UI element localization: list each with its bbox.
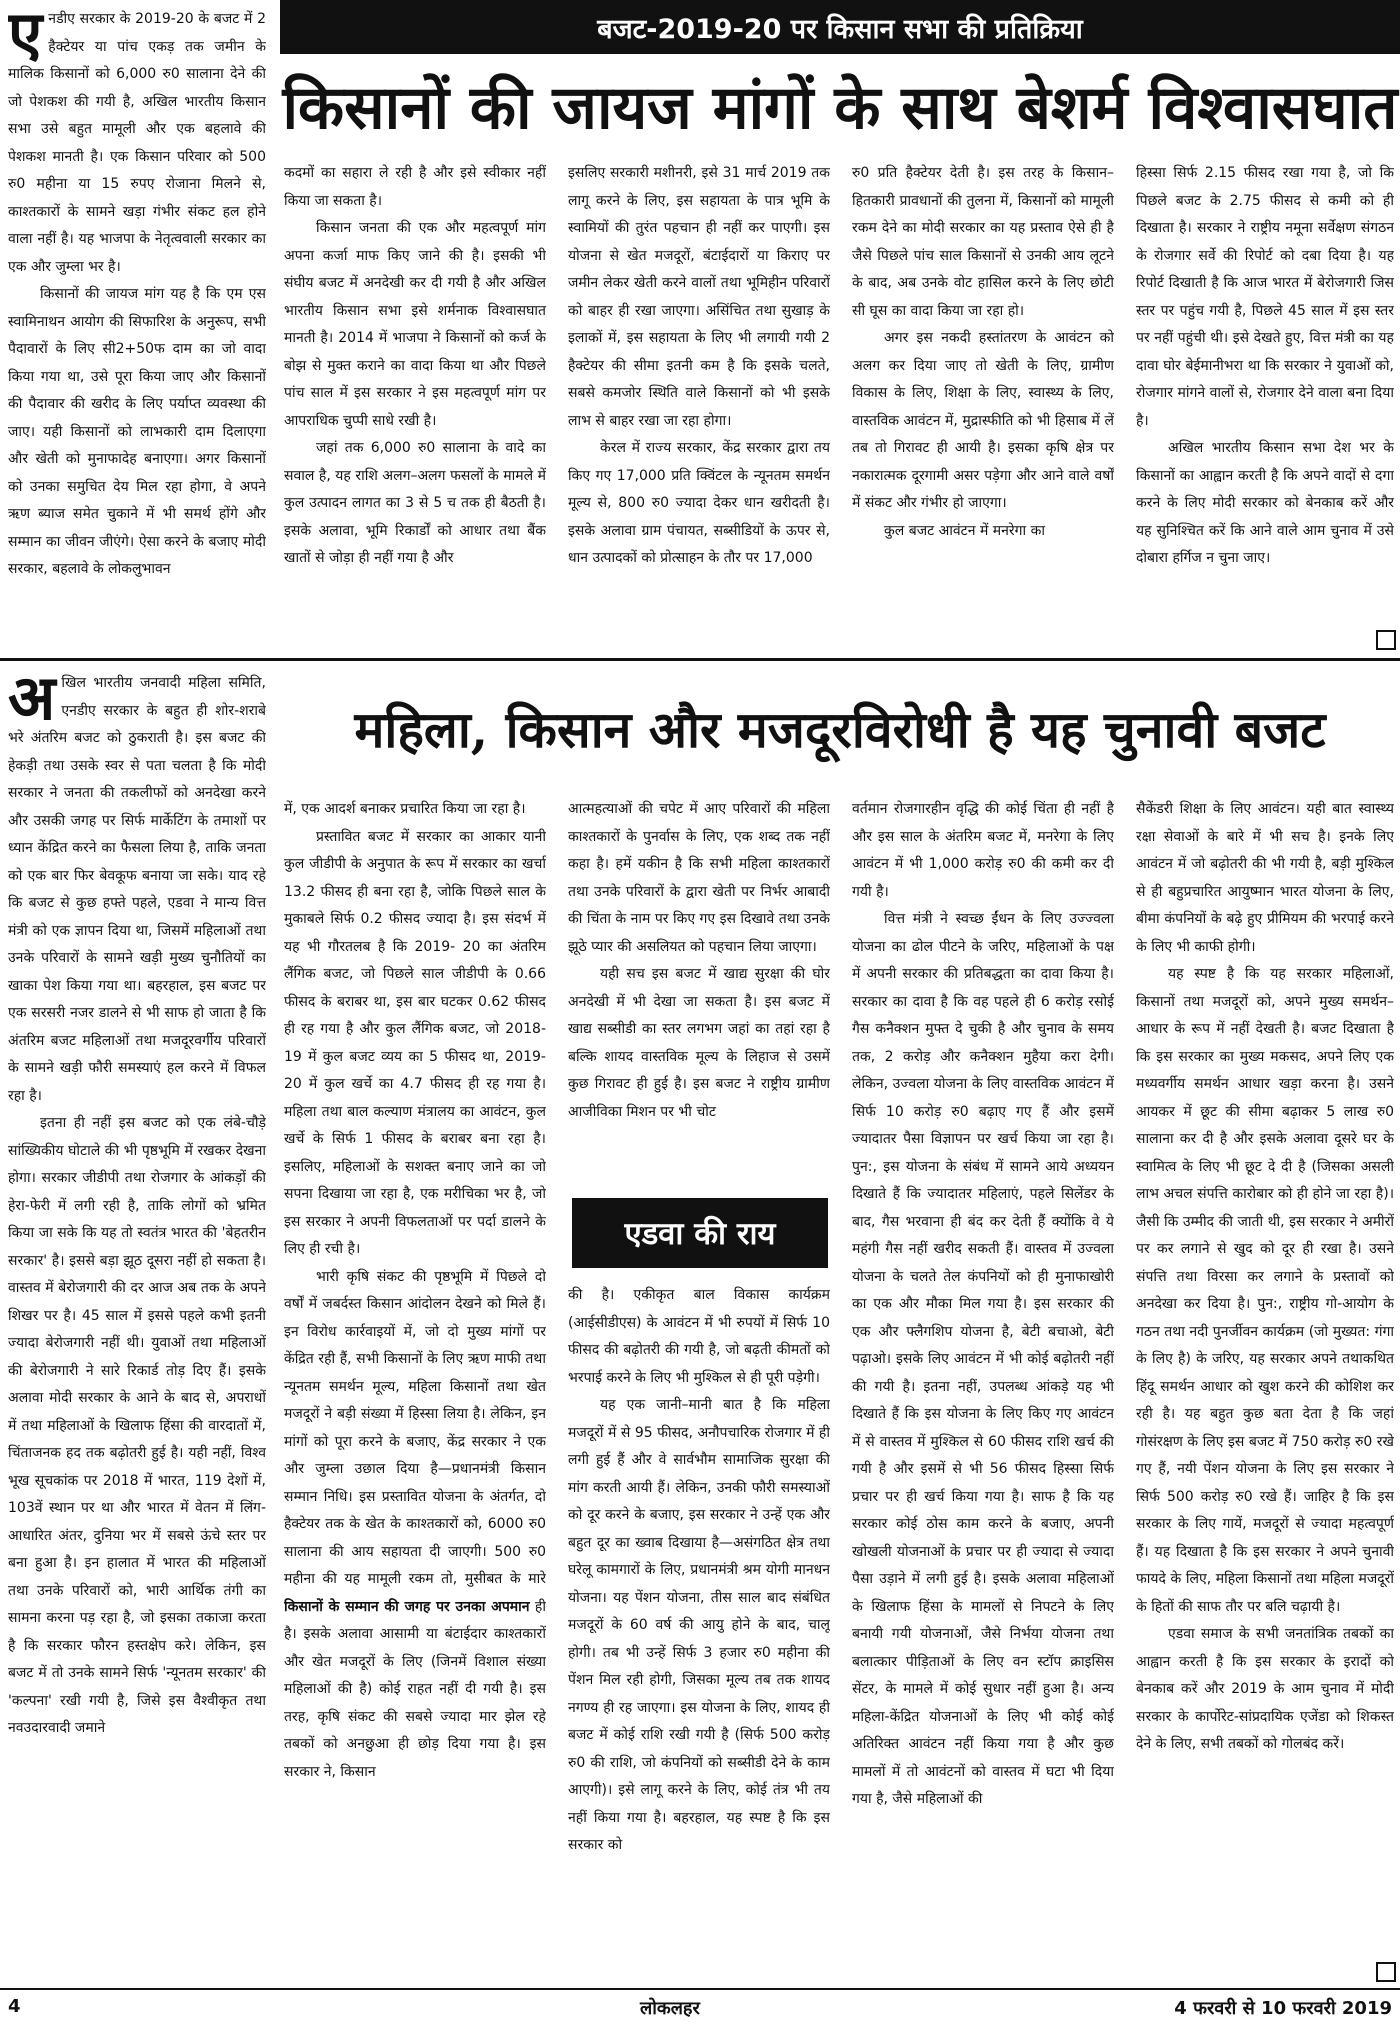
article1-column-5 xyxy=(1136,160,1394,648)
article2-paragraph xyxy=(284,1264,546,1787)
article1-paragraph: कदमों का सहारा ले रही है और इसे स्वीकार नहीं किया जा सकता है। xyxy=(284,165,546,209)
article2-bold-phrase: किसानों के सम्मान की जगह पर उनका अपमान xyxy=(284,1598,530,1615)
article1-column-1 xyxy=(8,6,266,646)
article2-column-3-top xyxy=(568,796,830,1184)
opinion-label-box: एडवा की राय xyxy=(572,1198,828,1268)
article1-paragraph: किसान जनता की एक और महत्वपूर्ण मांग अपना कर्जा माफ किए जाने की है। इसकी भी संघीय बजट में अनदेखी कर दी गयी है और अखिल भारतीय किसान सभा इसे शर्मनाक विश्वासघात मानती है। 2014 में भाजपा ने किसानों को कर्ज के बोझ से मुक्त कराने का वादा किया था और पिछले पांच साल में इस सरकार ने इस महत्वपूर्ण मांग पर आपराधिक चुप्पी साधे रखी है। xyxy=(284,220,546,429)
article2-text-run: भारी कृषि संकट की पृष्ठभूमि में पिछले दो वर्षों में जबर्दस्त किसान आंदोलन देखने को मिले हैं। इन विरोध कार्रवाइयों में, जो दो मुख्य मांगों पर केंद्रित रही हैं, सभी किसानों के लिए ऋण माफी तथा न्यूनतम समर्थन मूल्य, महिला किसानों तथा खेत मजदूरों ने बड़ी संख्या में हिस्सा लिया है। लेकिन, इन मांगों को पूरा करने के बजाए, केंद्र सरकार ने एक और जुम्ला उछाल दिया है—प्रधानमंत्री किसान सम्मान निधि। इस प्रस्तावित योजना के अंतर्गत, दो हैक्टेयर तक के खेत के काश्तकारों को, 6000 रु0 सालाना की आय सहायता दी जाएगी। 500 रु0 महीना की यह मामूली रकम तो, मुसीबत के मारे xyxy=(284,1268,546,1587)
issue-dates: 4 फरवरी से 10 फरवरी 2019 xyxy=(1174,1998,1392,2019)
article2-paragraph: वित्त मंत्री ने स्वच्छ ईंधन के लिए उज्ज्वला योजना का ढोल पीटने के जरिए, महिलाओं के पक्ष में अपनी सरकार की प्रतिबद्धता का दावा किया है। सरकार का दावा है कि वह पहले ही 6 करोड़ रसोई गैस कनैक्शन मुफ्त दे चुकी है और चुनाव के समय तक, 2 करोड़ और कनैक्शन मुहैया करा देगी। लेकिन, उज्वला योजना के लिए वास्तविक आवंटन में सिर्फ 10 करोड़ रु0 बढ़ाए गए हैं और इसमें ज्यादातर पैसा विज्ञापन पर खर्च किया जा रहा है। पुन:, इस योजना के संबंध में सामने आये अध्ययन दिखाते हैं कि ज्यादातर महिलाएं, पहले सिलेंडर के बाद, गैस भरवाना ही बंद कर देती हैं क्योंकि वे ये महंगी गैस नहीं खरीद सकती हैं। वास्तव में उज्वला योजना के चलते तेल कंपनियों को ही मुनाफाखोरी का एक और मौका मिल गया है। इस सरकार की एक और फ्लैगशिप योजना है, बेटी बचाओ, बेटी पढ़ाओ। इसके लिए आवंटन में भी कोई बढ़ोतरी नहीं की गयी है। इतना नहीं, उपलब्ध आंकड़े यह भी दिखाते हैं कि इस योजना के लिए किए गए आवंटन में से वास्तव में मुश्किल से 60 फीसद राशि खर्च की गयी है और इसमें से भी 56 फीसद हिस्सा सिर्फ प्रचार पर ही खर्च किया गया है। साफ है कि यह सरकार कोई ठोस काम करने के बजाए, अपनी खोखली योजनाओं के प्रचार पर ही ज्यादा से ज्यादा पैसा उड़ाने में लगी हुई है। इसके अलावा महिलाओं के खिलाफ हिंसा के मामलों से निपटने के लिए बनायी गयी योजनाओं, जैसे निर्भया योजना तथा बलात्कार पीड़िताओं के लिए वन स्टॉप क्राइसिस सेंटर, के मामले में कोई सुधार नहीं हुआ है। अन्य महिला-केंद्रित योजनाओं के लिए भी कोई कोई अतिरिक्त आवंटन नहीं किया गया है और कुछ मामलों में तो आवंटनों को वास्तव में घटा भी दिया गया है, जैसे महिलाओं की xyxy=(852,911,1114,1807)
article1-paragraph: अखिल भारतीय किसान सभा देश भर के किसानों का आह्वान करती है कि अपने वादों से दगा करने के लिए मोदी सरकार को बेनकाब करें और यह सुनिश्चित करें कि आने वाले आम चुनाव में उसे दोबारा हर्गिज न चुना जाए। xyxy=(1136,440,1394,566)
article1-paragraph: किसानों की जायज मांग यह है कि एम एस स्वामिनाथन आयोग की सिफारिश के अनुरूप, सभी पैदावारों के लिए सी2+50फ दाम का जो वादा किया गया था, उसे पूरा किया जाए और किसानों की पैदावार की खरीद के लिए पर्याप्त व्यवस्था की जाए। यही किसानों को लाभकारी दाम दिलाएगा और खेती को मुनाफादेह बनाएगा। अगर किसानों को उनका समुचित देय मिल रहा होगा, वे अपने ऋण ब्याज समेत चुकाने में भी समर्थ होंगे और सम्मान का जीवन जीएंगे। ऐसा करने के बजाए मोदी सरकार, बहलावे के लोकलुभावन xyxy=(8,286,266,577)
article2-paragraph: यह स्पष्ट है कि यह सरकार महिलाओं, किसानों तथा मजदूरों को, अपने मुख्य समर्थन–आधार के रूप में नहीं देखती है। बजट दिखाता है कि इस सरकार का मुख्य मकसद, अपने लिए एक मध्यवर्गीय समर्थन आधार खड़ा करना है। उसने आयकर में छूट की सीमा बढ़ाकर 5 लाख रु0 सालाना कर दी है और इसके अलावा दूसरे घर के स्वामित्व के लिए भी छूट दे दी है (जिसका असली लाभ अचल संपत्ति कारोबार को ही होने जा रहा है)। जैसी कि उम्मीद की जाती थी, इस सरकार ने अमीरों पर कर लगाने से खुद को दूर ही रखा है। उसने संपत्ति तथा विरसा कर लगाने के प्रस्तावों को अनदेखा कर दिया है। पुन:, राष्ट्रीय गो-आयोग के गठन तथा नदी पुनर्जीवन कार्यक्रम (जो मुख्यत: गंगा के लिए है) के जरिए, यह सरकार अपने तथाकथित हिंदू समर्थन आधार को खुश करने की कोशिश कर रही है। यह बहुत कुछ बता देता है कि जहां गोसंरक्षण के लिए इस बजट में 750 करोड़ रु0 रखे गए हैं, नयी पेंशन योजना के लिए इस सरकार ने सिर्फ 500 करोड़ रु0 रखे हैं। जाहिर है कि इस सरकार के लिए गायें, मजदूरों से ज्यादा महत्वपूर्ण हैं। यह दिखाता है कि इस सरकार ने अपने चुनावी फायदे के लिए, महिला किसानों तथा महिला मजदूरों के हितों की साफ तौर पर बलि चढ़ायी है। xyxy=(1136,966,1394,1615)
article2-headline: महिला, किसान और मजदूरविरोधी है यह चुनावी बजट xyxy=(354,700,1326,759)
article2-column-5 xyxy=(1136,796,1394,1982)
article2-dropcap: अ xyxy=(8,670,56,734)
article2-paragraph: यह एक जानी–मानी बात है कि महिला मजदूरों में से 95 फीसद, अनौपचारिक रोजगार में ही लगी हुई हैं और वे सार्वभौम सामाजिक सुरक्षा की मांग करती आयी हैं। लेकिन, उनकी फौरी समस्याओं को दूर करने के बजाए, इस सरकार ने उन्हें एक और बहुत दूर का ख्वाब दिखाया है—असंगठित क्षेत्र तथा घरेलू कामगारों के लिए, प्रधानमंत्री श्रम योगी मानधन योजना। यह पेंशन योजना, तीस साल बाद संबंधित मजदूरों के 60 वर्ष की आयु होने के बाद, चालू होगी। तब भी उन्हें सिर्फ 3 हजार रु0 महीना की पेंशन मिल रही होगी, जिसका मूल्य तब तक शायद नगण्य ही रह जाएगा। इस योजना के लिए, शायद ही बजट में कोई राशि रखी गयी है (सिर्फ 500 करोड़ रु0 की राशि, जो कंपनियों को सब्सीडी देने के काम आएगी)। इसे लागू करने के लिए, कोई तंत्र भी तय नहीं किया गया है। बहरहाल, यह स्पष्ट है कि इस सरकार को xyxy=(568,1397,830,1853)
article1-column-4 xyxy=(852,160,1114,648)
article2-paragraph: सैकेंडरी शिक्षा के लिए आवंटन। यही बात स्वास्थ्य रक्षा सेवाओं के बारे में भी सच है। इनके लिए आवंटन में जो बढ़ोतरी की भी गयी है, बड़ी मुश्किल से ही बहुप्रचारित आयुष्मान भारत योजना के लिए, बीमा कंपनियों के बढ़े हुए प्रीमियम की भरपाई करने के लिए भी काफी होगी। xyxy=(1136,801,1394,955)
article2-column-4 xyxy=(852,796,1114,1982)
article2-text-run: ही है। इसके अलावा आसामी या बंटाईदार काश्तकारों और खेत मजदूरों के लिए (जिनमें विशाल संख्या महिलाओं की है) कोई राहत नहीं दी गयी है। इस तरह, कृषि संकट की सबसे ज्यादा मार झेल रहे तबकों को अनछुआ ही छोड़ दिया गया है। इस सरकार ने, किसान xyxy=(284,1598,546,1780)
article1-headline: किसानों की जायज मांगों के साथ बेशर्म विश्वासघात xyxy=(282,73,1398,143)
article2-paragraph: की है। एकीकृत बाल विकास कार्यक्रम (आईसीडीएस) के आवंटन में भी रुपयों में सिर्फ 10 फीसद की बढ़ोतरी की गयी है, जो बढ़ती कीमतों को भरपाई करने के लिए भी मुश्किल से ही पूरी पड़ेगी। xyxy=(568,1287,830,1386)
article1-column-3 xyxy=(568,160,830,648)
article1-paragraph: केरल में राज्य सरकार, केंद्र सरकार द्वारा तय किए गए 17,000 प्रति क्विंटल के न्यूनतम समर्थन मूल्य से, 800 रु0 ज्यादा देकर धान खरीदती है। इसके अलावा ग्राम पंचायत, सब्सीडियों के ऊपर से, धान उत्पादकों को प्रोत्साहन के तौर पर 17,000 xyxy=(568,440,830,566)
article2-column-3-bottom xyxy=(568,1282,830,1982)
article2-paragraph: वर्तमान रोजगारहीन वृद्धि की कोई चिंता ही नहीं है और इस साल के अंतरिम बजट में, मनरेगा के लिए आवंटन में भी 1,000 करोड़ रु0 की कमी कर दी गयी है। xyxy=(852,801,1114,900)
article2-paragraph: खिल भारतीय जनवादी महिला समिति, एनडीए सरकार के बहुत ही शोर-शराबे भरे अंतरिम बजट को ठुकराती है। इस बजट की हेकड़ी तथा उसके स्वर से पता चलता है कि मोदी सरकार ने जनता की तकलीफों को अनदेखा करने और उसकी जगह पर सिर्फ मार्केटिंग के तमाशों पर ध्यान केंद्रित करने का फैसला लिया है, ताकि जनता को एक बार फिर बेवकूफ बनाया जा सके। याद रहे कि बजट से कुछ हफ्ते पहले, एडवा ने मान्य वित्त मंत्री को एक ज्ञापन दिया था, जिसमें महिलाओं तथा उनके परिवारों के सामने खड़ी मुख्य चुनौतियों का खाका पेश किया गया था। बहरहाल, इस बजट पर एक सरसरी नजर डालने से भी साफ हो जाता है कि अंतरिम बजट महिलाओं तथा मजदूरवर्गीय परिवारों के सामने खड़ी फौरी समस्याएं हल करने में विफल रहा है। xyxy=(8,675,266,1104)
article1-paragraph: नडीए सरकार के 2019-20 के बजट में 2 हैक्टेयर या पांच एकड़ तक जमीन के मालिक किसानों को 6,000 रु0 सालाना देने की जो पेशकश की गयी है, अखिल भारतीय किसान सभा उसे बहुत मामूली और एक बहलावे की पेशकश मानती है। एक किसान परिवार को 500 रु0 महीना या 15 रुपए रोजाना मिलने से, काश्तकारों के सामने खड़ा गंभीर संकट हल होने वाला नहीं है। यह भाजपा के नेतृत्ववाली सरकार का एक और जुम्ला भर है। xyxy=(8,11,266,275)
page-footer xyxy=(0,1988,1400,2024)
article1-paragraph: हिस्सा सिर्फ 2.15 फीसद रखा गया है, जो कि पिछले बजट के 2.75 फीसद से कमी को ही दिखाता है। सरकार ने राष्ट्रीय नमूना सर्वेक्षण संगठन के रोजगार सर्वे की रिपोर्ट को दबा दिया है। यह रिपोर्ट दिखाती है कि आज भारत में बेरोजगारी जिस स्तर पर पहुंच गयी है, पिछले 45 साल में इस स्तर पर नहीं पहुंची थी। इसे देखते हुए, वित्त मंत्री का यह दावा घोर बेईमानीभरा था कि सरकार ने युवाओं को, रोजगार मांगने वालों से, रोजगार देने वाला बना दिया है। xyxy=(1136,165,1394,429)
article2-paragraph: प्रस्तावित बजट में सरकार का आकार यानी कुल जीडीपी के अनुपात के रूप में सरकार का खर्चा 13.2 फीसद ही बना रहा है, जोकि पिछले साल के मुकाबले सिर्फ 0.2 फीसद ज्यादा है। इस संदर्भ में यह भी गौरतलब है कि 2019- 20 का अंतरिम लैंगिक बजट, जो पिछले साल जीडीपी के 0.66 फीसद के बराबर था, इस बार घटकर 0.62 फीसद ही रह गया है और कुल लैंगिक बजट, जो 2018-19 में कुल बजट व्यय का 5 फीसद था, 2019-20 में कुल खर्चे का 4.7 फीसद ही रह गया है। महिला तथा बाल कल्याण मंत्रालय का आवंटन, कुल खर्चे के सिर्फ 1 फीसद के बराबर बना रहा है। इसलिए, महिलाओं के सशक्त बनाए जाने का जो सपना दिखाया जा रहा है, एक मरीचिका भर है, जो इस सरकार ने अपनी विफलताओं पर पर्दा डालने के लिए ही रची है। xyxy=(284,828,546,1257)
article2-paragraph: यही सच इस बजट में खाद्य सुरक्षा की घोर अनदेखी में भी देखा जा सकता है। इस बजट में खाद्य सब्सीडी का स्तर लगभग जहां का तहां रहा है बल्कि शायद वास्तविक मूल्य के लिहाज से उसमें कुछ गिरावट ही हुई है। इस बजट ने राष्ट्रीय ग्रामीण आजीविका मिशन पर भी चोट xyxy=(568,966,830,1120)
article1-paragraph: रु0 प्रति हैक्टेयर देती है। इस तरह के किसान–हितकारी प्रावधानों की तुलना में, किसानों को मामूली रकम देने का मोदी सरकार का यह प्रस्ताव ऐसे ही है जैसे पिछले पांच साल किसानों से उनकी आय लूटने के बाद, अब उनके वोट हासिल करने के लिए छोटी सी घूस का वादा किया जा रहा हो। xyxy=(852,165,1114,319)
article2-column-1 xyxy=(8,670,266,1982)
article-divider xyxy=(0,658,1400,661)
article2-end-mark xyxy=(1376,1962,1396,1982)
article2-paragraph: में, एक आदर्श बनाकर प्रचारित किया जा रहा है। xyxy=(284,801,526,817)
page-number: 4 xyxy=(8,1996,21,2017)
article1-column-2 xyxy=(284,160,546,648)
article1-paragraph: इसलिए सरकारी मशीनरी, इसे 31 मार्च 2019 तक लागू करने के लिए, इस सहायता के पात्र भूमि के स्वामियों की तुरंत पहचान ही नहीं कर पाएगी। इस योजना से खेत मजदूरों, बंटाईदारों या किराए पर जमीन लेकर खेती करने वालों तथा भूमिहीन परिवारों को बाहर ही रखा जाएगा। असिंचित तथा सुखाड़ के इलाकों में, इस सहायता के लिए भी लगायी गयी 2 हैक्टेयर की सीमा इतनी कम है कि इसके चलते, सबसे कमजोर स्थिति वाले किसानों को भी इसके लाभ से बाहर रखा जा रहा होगा। xyxy=(568,165,830,429)
article1-paragraph: अगर इस नकदी हस्तांतरण के आवंटन को अलग कर दिया जाए तो खेती के लिए, ग्रामीण विकास के लिए, शिक्षा के लिए, स्वास्थ्य के लिए, वास्तविक आवंटन में, मुद्रास्फीति को भी हिसाब में लें तब तो गिरावट ही आयी है। इसका कृषि क्षेत्र पर नकारात्मक दूरगामी असर पड़ेगा और आने वाले वर्षों में संकट और गंभीर हो जाएगा। xyxy=(852,330,1114,511)
article1-topic-strip: बजट-2019-20 पर किसान सभा की प्रतिक्रिया xyxy=(280,0,1400,54)
article1-end-mark xyxy=(1376,630,1396,650)
publication-name: लोकलहर xyxy=(640,1998,700,2019)
article1-paragraph: कुल बजट आवंटन में मनरेगा का xyxy=(884,522,1045,539)
article2-paragraph: आत्महत्याओं की चपेट में आए परिवारों की महिला काश्तकारों के पुनर्वास के लिए, एक शब्द तक नहीं कहा है। हमें यकीन है कि सभी महिला काश्तकारों तथा उनके परिवारों के द्वारा खेती पर निर्भर आबादी की चिंता के नाम पर किए गए इस दिखावे तथा उनके झूठे प्यार की असलियत को पहचान लिया जाएगा। xyxy=(568,801,830,955)
article2-column-2 xyxy=(284,796,546,1982)
article2-paragraph: इतना ही नहीं इस बजट को एक लंबे-चौड़े सांख्यिकीय घोटाले की भी पृष्ठभूमि में रखकर देखना होगा। सरकार जीडीपी तथा रोजगार के आंकड़ों की हेरा-फेरी में लगी रही है, ताकि लोगों को भ्रमित किया जा सके कि यह तो स्वतंत्र भारत की 'बेहतरीन सरकार' है। इससे बड़ा झूठ दूसरा नहीं हो सकता है। वास्तव में बेरोजगारी की दर आज अब तक के अपने शिखर पर है। 45 साल में इससे पहले कभी इतनी ज्यादा बेरोजगारी नहीं थी। युवाओं तथा महिलाओं की बेरोजगारी ने सारे रिकार्ड तोड़ दिए हैं। इसके अलावा मोदी सरकार के आने के बाद से, अपराधों में तथा महिलाओं के खिलाफ हिंसा की वारदातों में, चिंताजनक हद तक बढ़ोतरी हुई है। यही नहीं, विश्व भूख सूचकांक पर 2018 में भारत, 119 देशों में, 103वें स्थान पर था और भारत में वेतन में लिंग-आधारित अंतर, दुनिया भर में सबसे ऊंचे स्तर पर बना हुआ है। इन हालात में भारत की महिलाओं तथा उनके परिवारों को, भारी आर्थिक तंगी का सामना करना पड़ रहा है, जो इसका तकाजा करता है कि सरकार फौरन हस्तक्षेप करे। लेकिन, इस बजट में तो उनके सामने सिर्फ 'न्यूनतम सरकार' की 'कल्पना' रखी गयी है, जिसे इस वैश्वीकृत तथा नवउदारवादी जमाने xyxy=(8,1115,266,1736)
article1-dropcap: ए xyxy=(8,6,43,70)
article1-paragraph: जहां तक 6,000 रु0 सालाना के वादे का सवाल है, यह राशि अलग–अलग फसलों के मामले में कुल उत्पादन लागत का 3 से 5 च तक ही बैठती है। इसके अलावा, भूमि रिकार्डों को आधार तथा बैंक खातों से जोड़ा ही नहीं गया है और xyxy=(284,440,546,566)
article2-paragraph: एडवा समाज के सभी जनतांत्रिक तबकों का आह्वान करती है कि इस सरकार के इरादों को बेनकाब करें और 2019 के आम चुनाव में मोदी सरकार के कार्पोरेट-सांप्रदायिक एजेंडा को शिकस्त देने के लिए, सभी तबकों को गोलबंद करें। xyxy=(1136,1626,1394,1752)
